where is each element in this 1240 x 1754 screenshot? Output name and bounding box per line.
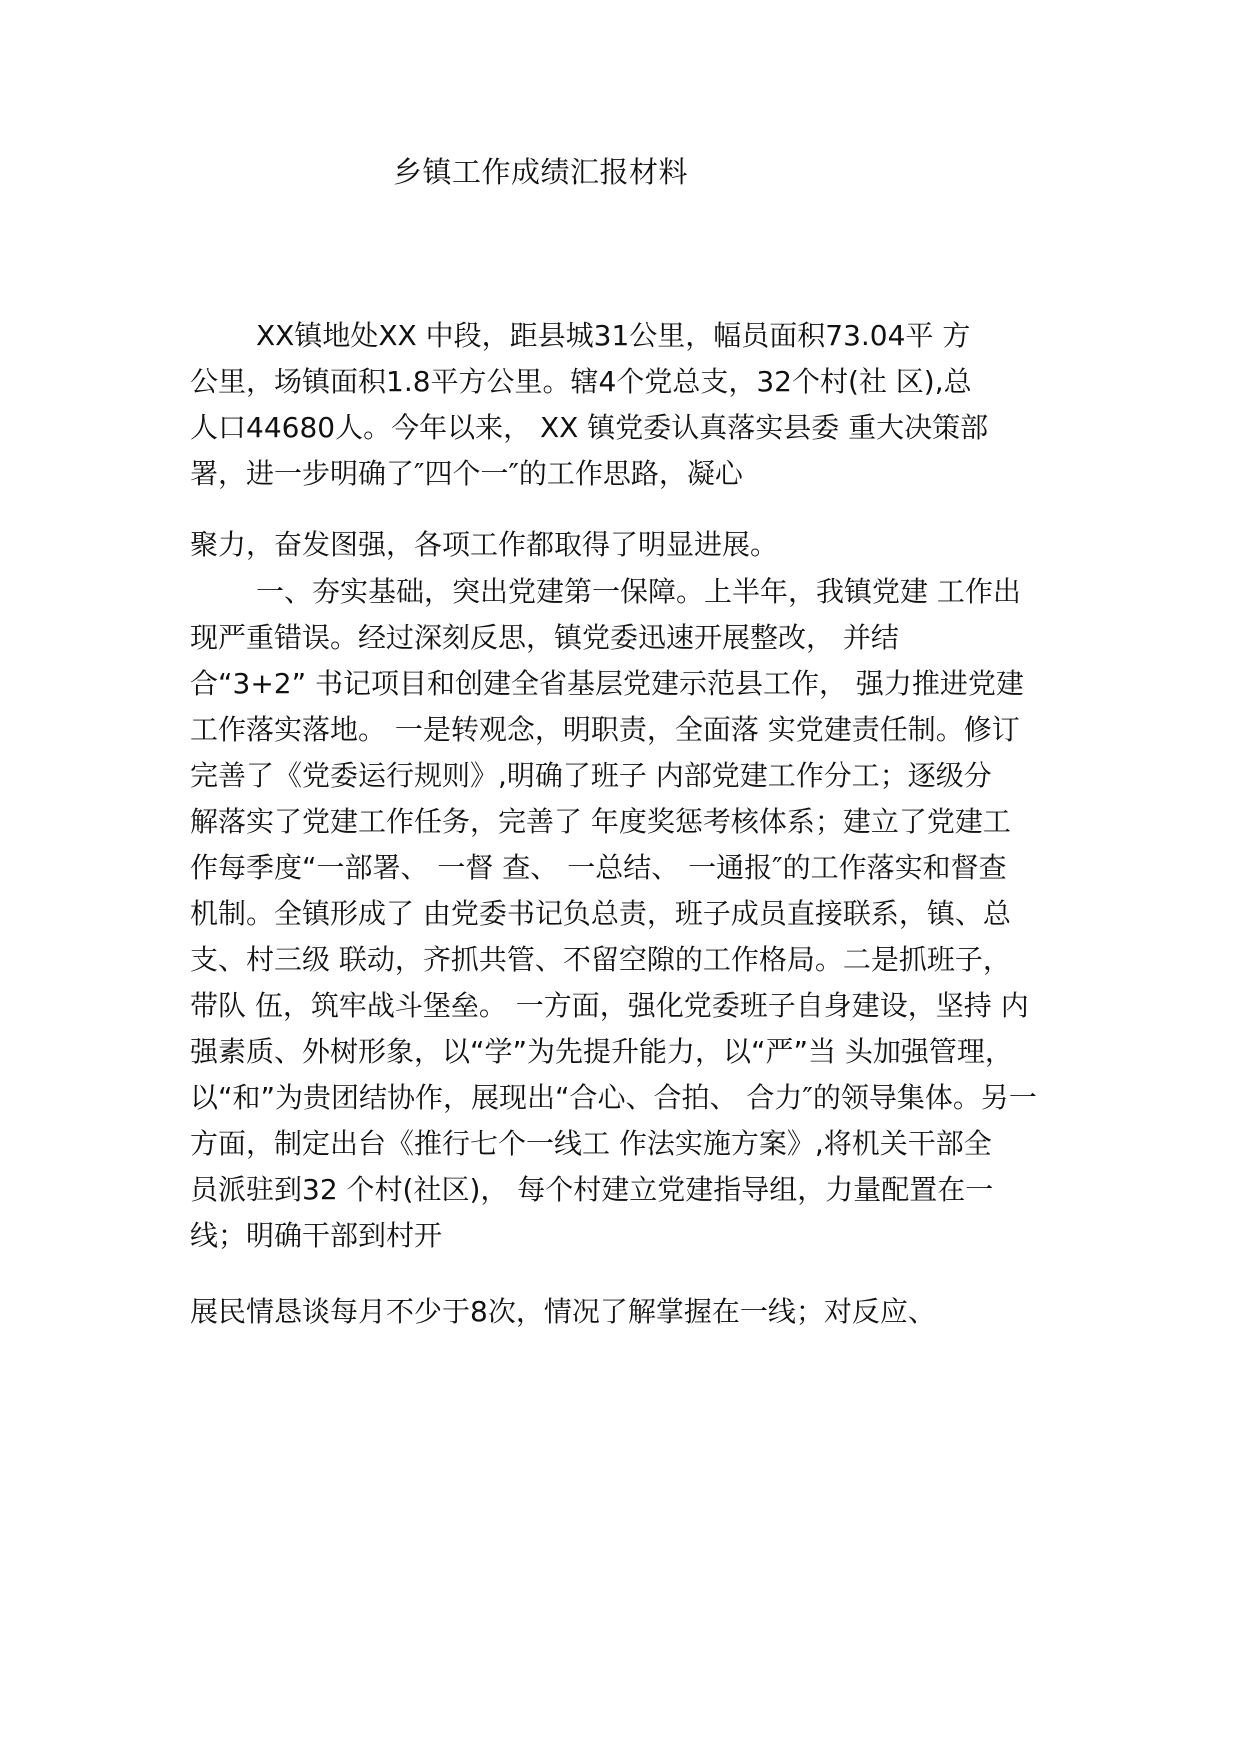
text-line: 现严重错误。经过深刻反思，镇党委迅速开展整改， 并结 bbox=[190, 621, 899, 654]
text-line: 线；明确干部到村开 bbox=[190, 1219, 443, 1252]
text-line: 聚力，奋发图强，各项工作都取得了明显进展。 bbox=[190, 528, 779, 561]
text-line: 作每季度“一部署、 一督 查、 一总结、 一通报″的工作落实和督查 bbox=[190, 851, 1007, 884]
paragraph-overview-continued bbox=[190, 522, 1070, 568]
text-line: 员派驻到32 个村(社区)， 每个村建立党建指导组，力量配置在一 bbox=[190, 1173, 994, 1206]
text-line: 解落实了党建工作任务，完善了 年度奖惩考核体系；建立了党建工 bbox=[190, 805, 1011, 838]
paragraph-party-building bbox=[190, 569, 1070, 1259]
text-line: 带队 伍，筑牢战斗堡垒。 一方面，强化党委班子自身建设，坚持 内 bbox=[190, 989, 1029, 1022]
text-line: 署，进一步明确了″四个一″的工作思路，凝心 bbox=[190, 457, 743, 490]
text-line: 工作落实落地。 一是转观念，明职责，全面落 实党建责任制。修订 bbox=[190, 713, 1020, 746]
text-line: 展民情恳谈每月不少于8次，情况了解掌握在一线；对反应、 bbox=[190, 1295, 936, 1328]
text-line: 人口44680人。今年以来， XX 镇党委认真落实县委 重大决策部 bbox=[190, 411, 989, 444]
text-line: 公里，场镇面积1.8平方公里。辖4个党总支，32个村(社 区),总 bbox=[190, 365, 972, 398]
text-line: 机制。全镇形成了 由党委书记负总责，班子成员直接联系，镇、总 bbox=[190, 897, 1011, 930]
paragraph-party-building-continued bbox=[190, 1289, 1070, 1335]
text-line: 合“3+2” 书记项目和创建全省基层党建示范县工作， 强力推进党建 bbox=[190, 667, 1024, 700]
text-line: XX镇地处XX 中段，距县城31公里，幅员面积73.04平 方 bbox=[256, 319, 971, 352]
text-line: 支、村三级 联动，齐抓共管、不留空隙的工作格局。二是抓班子， bbox=[190, 943, 1011, 976]
document-title: 乡镇工作成绩汇报材料 bbox=[393, 155, 689, 189]
text-line: 方面，制定出台《推行七个一线工 作法实施方案》,将机关干部全 bbox=[190, 1127, 992, 1160]
text-line: 以“和”为贵团结协作，展现出“合心、合拍、 合力″的领导集体。另一 bbox=[190, 1081, 1037, 1114]
text-line: 完善了《党委运行规则》,明确了班子 内部党建工作分工；逐级分 bbox=[190, 759, 992, 792]
paragraph-overview bbox=[190, 313, 1070, 497]
text-line: 一、夯实基础，突出党建第一保障。上半年，我镇党建 工作出 bbox=[256, 575, 1021, 608]
text-line: 强素质、外树形象，以“学”为先提升能力，以“严”当 头加强管理， bbox=[190, 1035, 1013, 1068]
